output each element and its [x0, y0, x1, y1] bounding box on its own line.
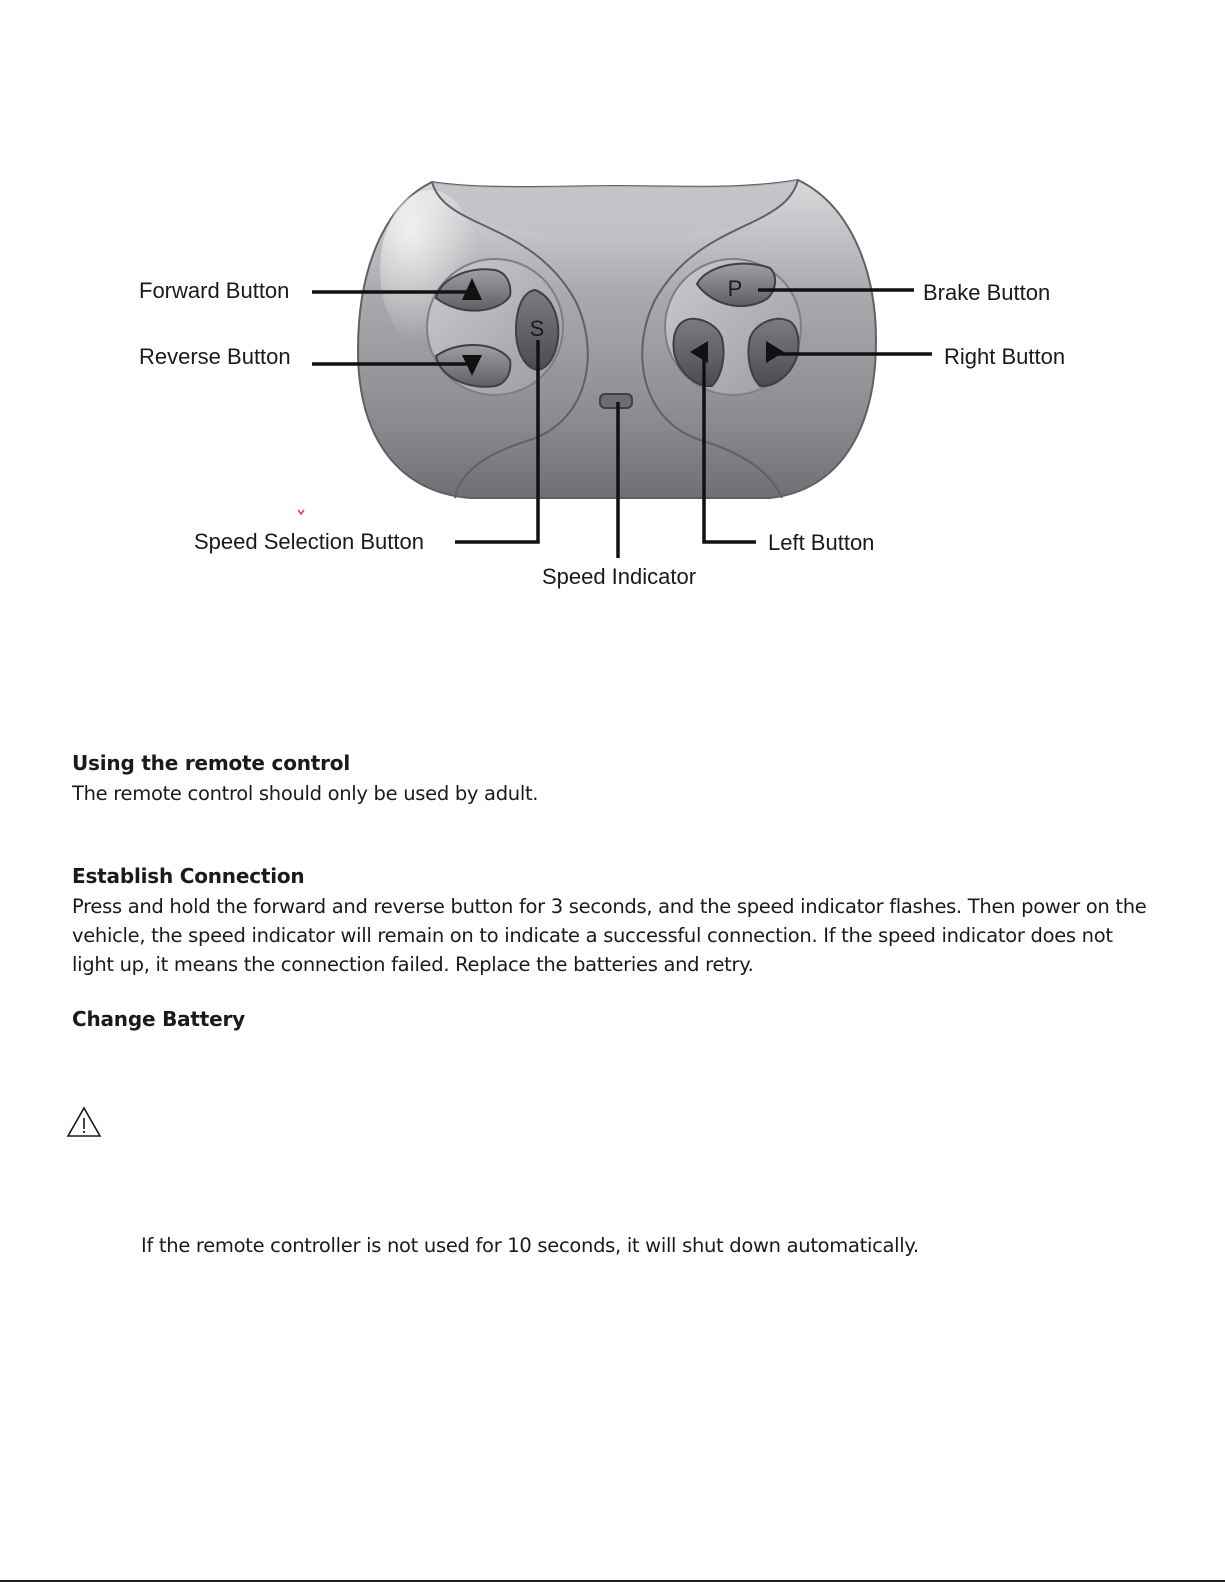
brake-button-label: Brake Button — [923, 280, 1051, 305]
establish-connection-body: Press and hold the forward and reverse button for 3 seconds, and the speed indicator flashes. Then power on the vehicle, the speed indicator will remain on to indicate a successful connection. If the speed indicator does not light up, it means the connection failed. Replace the batteries and retry. — [72, 895, 1147, 976]
speed-indicator-label: Speed Indicator — [541, 564, 697, 589]
speed-button-glyph: S — [529, 316, 545, 341]
left-button-label: Left Button — [768, 530, 875, 555]
remote-control-diagram — [0, 0, 1225, 620]
speed-indicator-led — [600, 394, 632, 408]
stray-mark — [298, 510, 304, 514]
auto-shutdown-note: If the remote controller is not used for 10 seconds, it will shut down automatically. — [141, 1234, 919, 1257]
brake-button-glyph: P — [727, 276, 743, 301]
change-battery-heading: Change Battery — [72, 1007, 246, 1031]
using-remote-heading: Using the remote control — [72, 751, 350, 775]
forward-button-label: Forward Button — [139, 278, 290, 303]
establish-connection-heading: Establish Connection — [72, 864, 305, 888]
using-remote-body: The remote control should only be used by adult. — [72, 782, 539, 805]
page-bottom-rule — [0, 1580, 1225, 1582]
speed-selection-button-label: Speed Selection Button — [194, 529, 424, 554]
right-button-label: Right Button — [944, 344, 1066, 369]
warning-triangle-icon — [66, 1106, 102, 1138]
reverse-button-label: Reverse Button — [139, 344, 291, 369]
